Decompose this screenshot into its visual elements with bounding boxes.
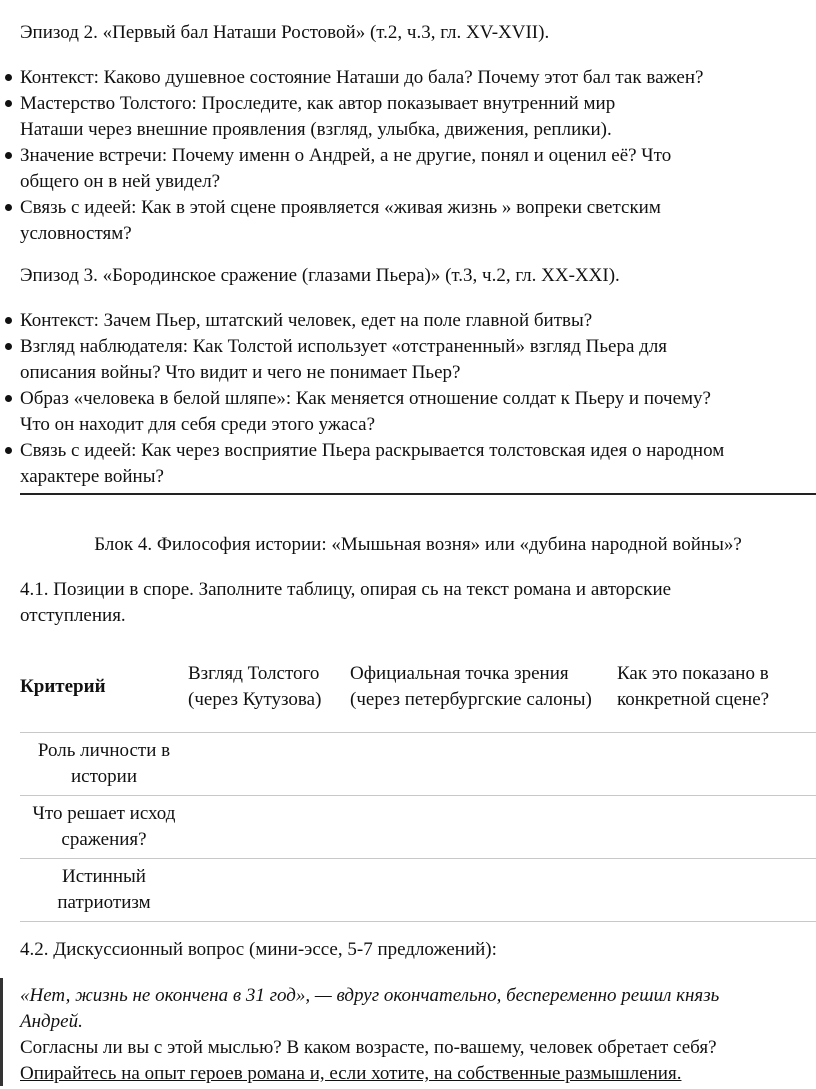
table-row <box>20 733 816 796</box>
episode2-heading: Эпизод 2. «Первый бал Наташи Ростовой» (т.2, ч.3, гл. XV-XVII). <box>20 22 550 43</box>
table-cell[interactable] <box>617 733 816 796</box>
section-divider <box>20 493 816 495</box>
quote-bar <box>0 978 3 1086</box>
episode3-heading: Эпизод 3. «Бородинское сражение (глазами Пьера)» (т.3, ч.2, гл. XX-XXI). <box>20 265 620 286</box>
table-cell[interactable] <box>350 796 617 859</box>
list-item: Контекст: Зачем Пьер, штатский человек, едет на поле главной битвы? <box>20 308 816 334</box>
table-cell: Истинный патриотизм <box>20 859 188 922</box>
table-row <box>20 796 816 859</box>
task-4-2-heading: 4.2. Дискуссионный вопрос (мини-эссе, 5-7 предложений): <box>20 939 497 960</box>
block4-heading: Блок 4. Философия истории: «Мышьная возня» или «дубина народной войны»? <box>94 534 742 555</box>
list-item: Взгляд наблюдателя: Как Толстой использует «отстраненный» взгляд Пьера для описания войны? Что видит и чего не понимает Пьер? <box>20 334 816 386</box>
table-cell[interactable] <box>617 859 816 922</box>
list-item: Мастерство Толстого: Проследите, как автор показывает внутренний мир Наташи через внешние проявления (взгляд, улыбка, движения, реплики). <box>20 91 816 143</box>
list-item: Образ «человека в белой шляпе»: Как меняется отношение солдат к Пьеру и почему? Что он находит для себя среди этого ужаса? <box>20 386 816 438</box>
essay-question: Согласны ли вы с этой мыслью? В каком возрасте, по-вашему, человек обретает себя? Опирайтесь на опыт героев романа и, если хотите, на собственные размышления. <box>20 1037 717 1084</box>
table-cell[interactable] <box>188 733 350 796</box>
list-item: Значение встречи: Почему именн о Андрей, а не другие, понял и оценил её? Что общего он в ней увидел? <box>20 143 816 195</box>
table-row <box>20 859 816 922</box>
list-item: Связь с идеей: Как через восприятие Пьера раскрывается толстовская идея о народном характере войны? <box>20 438 816 490</box>
table-cell[interactable] <box>617 796 816 859</box>
list-item: Связь с идеей: Как в этой сцене проявляется «живая жизнь » вопреки светским условностям? <box>20 195 816 247</box>
list-item: Контекст: Каково душевное состояние Наташи до бала? Почему этот бал так важен? <box>20 65 816 91</box>
column-header: Как это показано в конкретной сцене? <box>617 663 770 710</box>
task-4-1-instruction: 4.1. Позиции в споре. Заполните таблицу, опирая сь на текст романа и авторские отступления. <box>20 579 672 626</box>
table-cell: Что решает исход сражения? <box>20 796 188 859</box>
episode2-question-list <box>20 65 816 247</box>
column-header: Взгляд Толстого (через Кутузова) <box>188 663 322 710</box>
comparison-table <box>20 642 816 922</box>
table-header-row <box>20 642 816 733</box>
column-header: Официальная точка зрения (через петербургские салоны) <box>350 663 592 710</box>
table-cell[interactable] <box>188 796 350 859</box>
table-cell[interactable] <box>350 859 617 922</box>
episode3-question-list <box>20 308 816 490</box>
table-cell[interactable] <box>188 859 350 922</box>
table-cell: Роль личности в истории <box>20 733 188 796</box>
essay-quote: «Нет, жизнь не окончена в 31 год», — вдруг окончательно, беспеременно решил князь Андрей. <box>20 985 720 1032</box>
table-cell[interactable] <box>350 733 617 796</box>
column-header: Критерий <box>20 676 106 697</box>
